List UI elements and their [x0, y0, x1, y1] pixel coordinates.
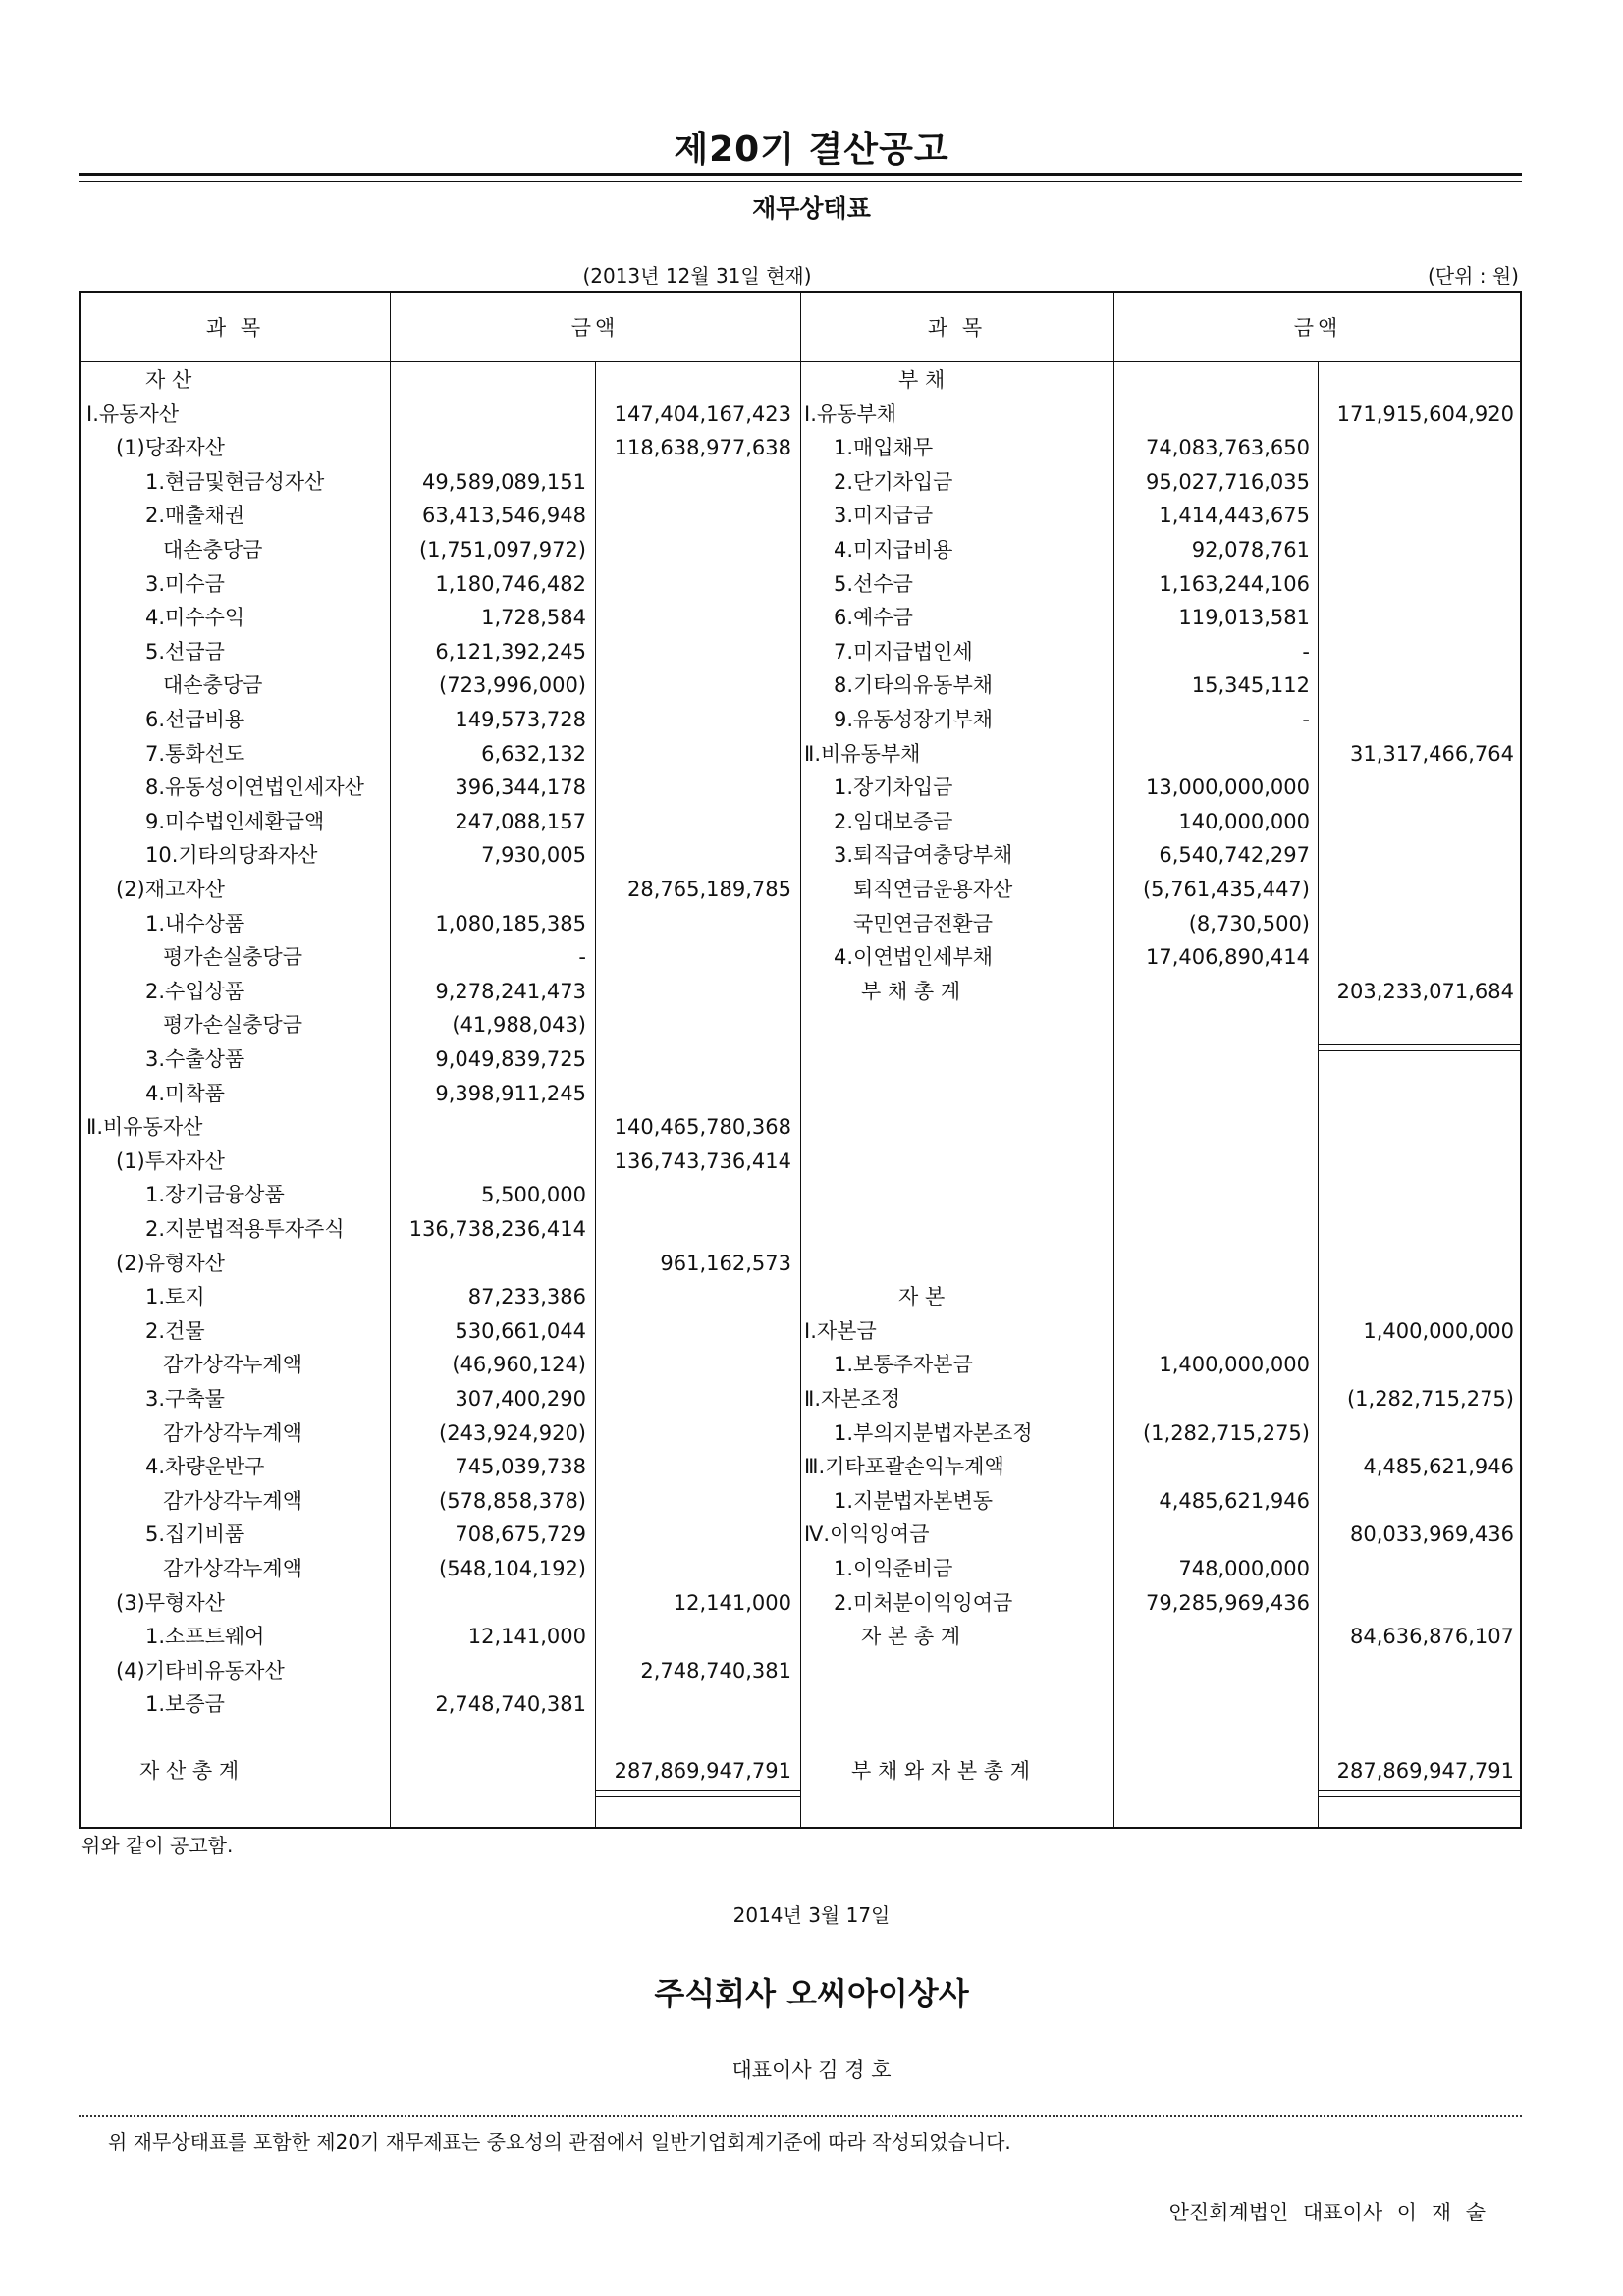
account-label: Ⅳ.이익잉여금 — [804, 1522, 930, 1547]
right-table-row — [800, 1518, 1522, 1551]
amount-subtotal: 80,033,969,436 — [1350, 1522, 1514, 1547]
account-label: 6.예수금 — [834, 606, 913, 630]
liab-equity-total-label: 부 채 와 자 본 총 계 — [851, 1759, 1031, 1783]
account-label: 8.기타의유동부채 — [834, 673, 994, 698]
right-table-row — [800, 907, 1522, 940]
account-label: 2.단기차입금 — [834, 469, 953, 494]
account-label: 1.이익준비금 — [834, 1557, 953, 1580]
amount-detail: - — [1302, 639, 1310, 664]
account-label: 1.지분법자본변동 — [834, 1488, 994, 1513]
liab-equity-total-value: 287,869,947,791 — [1336, 1759, 1514, 1783]
account-label: Ⅱ.비유동자산 — [86, 1115, 203, 1140]
account-label: 1.장기차입금 — [834, 775, 953, 800]
account-label: (3)무형자산 — [116, 1590, 225, 1615]
left-table-row — [81, 465, 800, 499]
account-label: 감가상각누계액 — [163, 1353, 303, 1377]
right-table-row — [800, 1484, 1522, 1518]
amount-subtotal: 4,485,621,946 — [1363, 1455, 1514, 1479]
right-table-row — [800, 1620, 1522, 1653]
amount-detail: 63,413,546,948 — [422, 504, 586, 528]
amount-detail: (1,282,715,275) — [1142, 1420, 1310, 1445]
right-table-row — [800, 431, 1522, 464]
amount-subtotal: 171,915,604,920 — [1336, 401, 1514, 426]
account-label: 4.미지급비용 — [834, 538, 953, 561]
amount-detail: 4,485,621,946 — [1159, 1488, 1310, 1513]
unit-label: (단위 : 원) — [1427, 264, 1519, 288]
left-table-row — [81, 1620, 800, 1653]
right-table-row — [800, 1145, 1522, 1178]
right-table-row — [800, 1212, 1522, 1246]
account-label: 7.미지급법인세 — [834, 639, 973, 664]
left-table-row — [81, 1450, 800, 1483]
amount-detail: 12,141,000 — [467, 1625, 586, 1649]
left-table-row — [81, 1586, 800, 1620]
right-table-row — [800, 838, 1522, 872]
total-rule — [1318, 1796, 1522, 1797]
right-table-row — [800, 1178, 1522, 1211]
account-label: 10.기타의당좌자산 — [145, 843, 318, 868]
account-label: 퇴직연금운용자산 — [853, 878, 1013, 901]
total-rule — [595, 1796, 800, 1797]
right-table-row — [800, 1042, 1522, 1076]
title-rule-thin — [79, 181, 1522, 182]
left-table-row — [81, 1110, 800, 1144]
right-table-row — [800, 737, 1522, 771]
account-label: 1.현금및현금성자산 — [145, 469, 325, 494]
left-table-row — [81, 398, 800, 431]
left-table-row — [81, 1654, 800, 1687]
header-amount-left: 금액 — [570, 316, 620, 340]
account-label: 1.장기금융상품 — [145, 1183, 285, 1207]
left-table-row — [81, 1280, 800, 1313]
amount-detail: (548,104,192) — [439, 1557, 586, 1580]
account-label: 평가손실충당금 — [163, 945, 303, 970]
account-label: 감가상각누계액 — [163, 1557, 303, 1580]
right-table-row — [800, 465, 1522, 499]
account-label: 1.부의지분법자본조정 — [834, 1420, 1033, 1445]
amount-detail: 307,400,290 — [455, 1387, 586, 1411]
right-table-row — [800, 668, 1522, 702]
left-table-row — [81, 1178, 800, 1211]
amount-detail: 15,345,112 — [1191, 673, 1310, 698]
right-table-row — [800, 703, 1522, 736]
account-label: 자 본 총 계 — [861, 1625, 961, 1649]
account-label: 7.통화선도 — [145, 741, 245, 766]
left-table-row — [81, 737, 800, 771]
amount-subtotal: 136,743,736,414 — [614, 1148, 791, 1173]
right-table-row — [800, 1348, 1522, 1381]
amount-detail: 1,414,443,675 — [1159, 504, 1310, 528]
amount-detail: 140,000,000 — [1178, 809, 1310, 833]
left-table-row — [81, 668, 800, 702]
left-table-row — [81, 1212, 800, 1246]
right-table-row — [800, 1314, 1522, 1348]
amount-detail: - — [578, 945, 586, 970]
amount-detail: 6,121,392,245 — [435, 639, 586, 664]
left-table-row — [81, 1145, 800, 1178]
amount-detail: 79,285,969,436 — [1146, 1590, 1310, 1615]
account-label: 4.미착품 — [145, 1081, 225, 1105]
amount-detail: (578,858,378) — [439, 1488, 586, 1513]
amount-detail: (243,924,920) — [439, 1420, 586, 1445]
account-label: 2.미처분이익잉여금 — [834, 1590, 1013, 1615]
account-label: 2.매출채권 — [145, 504, 245, 528]
account-label: 자 산 — [145, 368, 192, 392]
left-table-row — [81, 1247, 800, 1280]
account-label: 2.건물 — [145, 1318, 205, 1343]
account-label: 2.수입상품 — [145, 979, 245, 1003]
amount-detail: (8,730,500) — [1188, 911, 1310, 935]
left-table-row — [81, 1314, 800, 1348]
right-table-row — [800, 1586, 1522, 1620]
right-table-row — [800, 601, 1522, 634]
amount-detail: 13,000,000,000 — [1146, 775, 1310, 800]
announcement-statement: 위와 같이 공고함. — [81, 1834, 234, 1857]
amount-detail: (5,761,435,447) — [1142, 878, 1310, 901]
left-table-row — [81, 1382, 800, 1415]
account-label: Ⅱ.비유동부채 — [804, 741, 921, 766]
account-label: (1)투자자산 — [116, 1148, 225, 1173]
amount-detail: 9,049,839,725 — [435, 1047, 586, 1071]
amount-subtotal: 203,233,071,684 — [1336, 979, 1514, 1003]
amount-detail: 1,080,185,385 — [435, 911, 586, 935]
header-item-right: 과 목 — [927, 316, 987, 340]
amount-subtotal: 31,317,466,764 — [1350, 741, 1514, 766]
right-table-row — [800, 398, 1522, 431]
amount-detail: 708,675,729 — [455, 1522, 586, 1547]
left-table-row — [81, 703, 800, 736]
total-rule — [1318, 1790, 1522, 1791]
assets-total-value: 287,869,947,791 — [614, 1759, 791, 1783]
account-label: 4.이연법인세부채 — [834, 945, 994, 970]
account-label: 감가상각누계액 — [163, 1488, 303, 1513]
right-table-row — [800, 1110, 1522, 1144]
header-item-left: 과 목 — [205, 316, 265, 340]
left-table-row — [81, 1484, 800, 1518]
amount-detail: 1,728,584 — [481, 606, 586, 630]
amount-detail: 530,661,044 — [455, 1318, 586, 1343]
left-table-row — [81, 363, 800, 397]
header-rule — [81, 361, 1522, 362]
amount-subtotal: 118,638,977,638 — [614, 436, 791, 460]
assets-total-label: 자 산 총 계 — [139, 1759, 240, 1783]
company-name: 주식회사 오씨아이상사 — [654, 1975, 969, 2012]
left-table-row — [81, 1077, 800, 1110]
left-table-row — [81, 499, 800, 532]
right-table-row — [800, 975, 1522, 1008]
left-table-row — [81, 635, 800, 668]
amount-detail: 9,278,241,473 — [435, 979, 586, 1003]
amount-subtotal: 140,465,780,368 — [614, 1115, 791, 1140]
account-label: Ⅰ.자본금 — [804, 1318, 877, 1343]
account-label: 2.지분법적용투자주식 — [145, 1217, 345, 1241]
amount-subtotal: 147,404,167,423 — [614, 401, 791, 426]
account-label: 3.미수금 — [145, 571, 225, 596]
announcement-date: 2014년 3월 17일 — [732, 1903, 891, 1927]
left-table-row — [81, 567, 800, 601]
amount-detail: 149,573,728 — [455, 708, 586, 731]
amount-detail: 6,540,742,297 — [1159, 843, 1310, 868]
right-table-row — [800, 1382, 1522, 1415]
account-label: 3.미지급금 — [834, 504, 934, 528]
right-table-row — [800, 1552, 1522, 1585]
left-table-row — [81, 1416, 800, 1450]
left-table-row — [81, 940, 800, 974]
left-table-row — [81, 1518, 800, 1551]
left-table-row — [81, 1348, 800, 1381]
amount-subtotal: 961,162,573 — [660, 1251, 791, 1275]
amount-subtotal: (1,282,715,275) — [1346, 1387, 1514, 1411]
amount-detail: - — [1302, 708, 1310, 731]
account-label: 5.선수금 — [834, 571, 913, 596]
amount-subtotal: 1,400,000,000 — [1363, 1318, 1514, 1343]
amount-detail: 119,013,581 — [1178, 606, 1310, 630]
balance-sheet-table — [79, 291, 1522, 1829]
account-label: (2)유형자산 — [116, 1251, 225, 1275]
right-table-row — [800, 1008, 1522, 1041]
account-label: 1.매입채무 — [834, 436, 934, 460]
right-table-row — [800, 1247, 1522, 1280]
amount-detail: 1,163,244,106 — [1159, 571, 1310, 596]
account-label: 대손충당금 — [163, 538, 263, 561]
amount-detail: 92,078,761 — [1191, 538, 1310, 561]
ceo-name: 대표이사 김 경 호 — [731, 2058, 892, 2082]
left-table-row — [81, 1042, 800, 1076]
right-table-row — [800, 533, 1522, 566]
account-label: 자 본 — [898, 1285, 946, 1309]
left-table-row — [81, 431, 800, 464]
account-label: 부 채 — [898, 368, 946, 392]
amount-subtotal: 2,748,740,381 — [640, 1658, 791, 1682]
account-label: 9.미수법인세환급액 — [145, 809, 325, 833]
account-label: Ⅱ.자본조정 — [804, 1387, 901, 1411]
dotted-divider — [79, 2115, 1522, 2117]
amount-detail: 136,738,236,414 — [408, 1217, 586, 1241]
amount-detail: (723,996,000) — [439, 673, 586, 698]
account-label: 9.유동성장기부채 — [834, 708, 994, 731]
amount-detail: 1,400,000,000 — [1159, 1353, 1310, 1377]
amount-detail: 74,083,763,650 — [1146, 436, 1310, 460]
left-table-row — [81, 771, 800, 804]
right-table-row — [800, 940, 1522, 974]
account-label: Ⅲ.기타포괄손익누계액 — [804, 1455, 1004, 1479]
account-label: 3.수출상품 — [145, 1047, 245, 1071]
title-rule-thick — [79, 173, 1522, 176]
amount-subtotal: 12,141,000 — [673, 1590, 791, 1615]
amount-subtotal: 28,765,189,785 — [627, 878, 791, 901]
right-table-row — [800, 499, 1522, 532]
account-label: Ⅰ.유동부채 — [804, 401, 897, 426]
amount-detail: 247,088,157 — [455, 809, 586, 833]
amount-detail: 9,398,911,245 — [435, 1081, 586, 1105]
amount-detail: 87,233,386 — [467, 1285, 586, 1309]
amount-detail: (41,988,043) — [452, 1013, 586, 1038]
left-table-row — [81, 873, 800, 906]
amount-detail: 6,632,132 — [481, 741, 586, 766]
amount-detail: 95,027,716,035 — [1146, 469, 1310, 494]
statement-subtitle: 재무상태표 — [752, 194, 871, 223]
right-table-row — [800, 1280, 1522, 1313]
left-table-row — [81, 805, 800, 838]
account-label: 1.소프트웨어 — [145, 1625, 265, 1649]
account-label: 5.집기비품 — [145, 1522, 245, 1547]
account-label: 4.차량운반구 — [145, 1455, 265, 1479]
account-label: (1)당좌자산 — [116, 436, 225, 460]
left-table-row — [81, 1552, 800, 1585]
right-table-row — [800, 1450, 1522, 1483]
account-label: (2)재고자산 — [116, 878, 225, 901]
right-table-row — [800, 771, 1522, 804]
account-label: 8.유동성이연법인세자산 — [145, 775, 364, 800]
right-table-row — [800, 873, 1522, 906]
total-rule — [595, 1790, 800, 1791]
left-table-row — [81, 533, 800, 566]
amount-detail: 2,748,740,381 — [435, 1692, 586, 1717]
account-label: 5.선급금 — [145, 639, 225, 664]
amount-detail: 1,180,746,482 — [435, 571, 586, 596]
account-label: 부 채 총 계 — [861, 979, 961, 1003]
totals-row — [81, 1754, 1522, 1788]
amount-detail: 5,500,000 — [481, 1183, 586, 1207]
amount-detail: 396,344,178 — [455, 775, 586, 800]
account-label: 3.구축물 — [145, 1387, 225, 1411]
account-label: 3.퇴직급여충당부채 — [834, 843, 1013, 868]
account-label: Ⅰ.유동자산 — [86, 401, 180, 426]
right-table-row — [800, 635, 1522, 668]
right-table-row — [800, 567, 1522, 601]
amount-detail: 748,000,000 — [1178, 1557, 1310, 1580]
amount-detail: 745,039,738 — [455, 1455, 586, 1479]
right-table-row — [800, 1416, 1522, 1450]
account-label: 감가상각누계액 — [163, 1420, 303, 1445]
auditor-signature: 안진회계법인 대표이사 이 재 술 — [1168, 2201, 1486, 2224]
right-table-row — [800, 1077, 1522, 1110]
account-label: 1.보증금 — [145, 1692, 225, 1717]
left-table-row — [81, 838, 800, 872]
amount-detail: (46,960,124) — [452, 1353, 586, 1377]
account-label: 2.임대보증금 — [834, 809, 953, 833]
amount-detail: (1,751,097,972) — [418, 538, 586, 561]
left-table-row — [81, 1687, 800, 1721]
amount-subtotal: 84,636,876,107 — [1350, 1625, 1514, 1649]
account-label: 1.보통주자본금 — [834, 1353, 973, 1377]
as-of-date: (2013년 12월 31일 현재) — [582, 264, 812, 288]
account-label: (4)기타비유동자산 — [116, 1658, 285, 1682]
account-label: 국민연금전환금 — [853, 911, 994, 935]
right-table-row — [800, 805, 1522, 838]
right-table-row — [800, 363, 1522, 397]
left-table-row — [81, 907, 800, 940]
header-amount-right: 금액 — [1293, 316, 1342, 340]
document-title: 제20기 결산공고 — [674, 130, 949, 170]
left-table-row — [81, 601, 800, 634]
account-label: 6.선급비용 — [145, 708, 245, 731]
amount-detail: 17,406,890,414 — [1146, 945, 1310, 970]
account-label: 대손충당금 — [163, 673, 263, 698]
left-table-row — [81, 1008, 800, 1041]
account-label: 4.미수수익 — [145, 606, 245, 630]
amount-detail: 49,589,089,151 — [422, 469, 586, 494]
account-label: 평가손실충당금 — [163, 1013, 303, 1038]
account-label: 1.토지 — [145, 1285, 205, 1309]
amount-detail: 7,930,005 — [481, 843, 586, 868]
account-label: 1.내수상품 — [145, 911, 245, 935]
audit-note: 위 재무상태표를 포함한 제20기 재무제표는 중요성의 관점에서 일반기업회계기준에 따라 작성되었습니다. — [108, 2130, 1011, 2154]
left-table-row — [81, 975, 800, 1008]
